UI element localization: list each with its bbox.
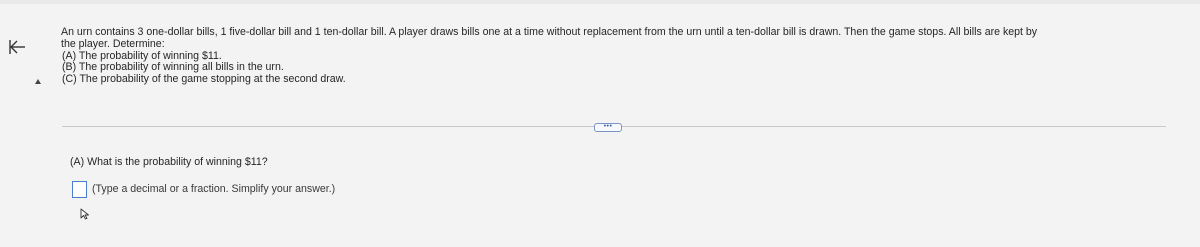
subquestion-prompt: (A) What is the probability of winning $11? <box>70 156 268 168</box>
question-part-a: (A) The probability of winning $11. <box>62 49 222 62</box>
top-strip <box>0 0 1200 4</box>
answer-hint: (Type a decimal or a fraction. Simplify your answer.) <box>92 183 336 195</box>
back-to-start-icon <box>6 36 28 58</box>
question-stem-line-1: An urn contains 3 one-dollar bills, 1 five-dollar bill and 1 ten-dollar bill. A player draws bills one at a time without replacement from the urn until a ten-dollar bill is drawn. Then the game stops. All bills are kept by <box>61 26 1038 38</box>
back-to-start-button[interactable] <box>6 36 28 58</box>
answer-input[interactable] <box>72 181 87 198</box>
question-stem-line-2: the player. Determine: <box>61 37 165 50</box>
question-part-b: (B) The probability of winning all bills in the urn. <box>62 61 284 74</box>
expand-more-button[interactable] <box>594 123 622 132</box>
left-rail <box>0 0 48 247</box>
question-text <box>61 27 1171 86</box>
mouse-pointer-icon <box>80 207 90 219</box>
collapse-caret-icon[interactable] <box>35 79 41 84</box>
more-dots-label: ••• <box>603 122 613 130</box>
question-part-c: (C) The probability of the game stopping at the second draw. <box>62 73 346 86</box>
